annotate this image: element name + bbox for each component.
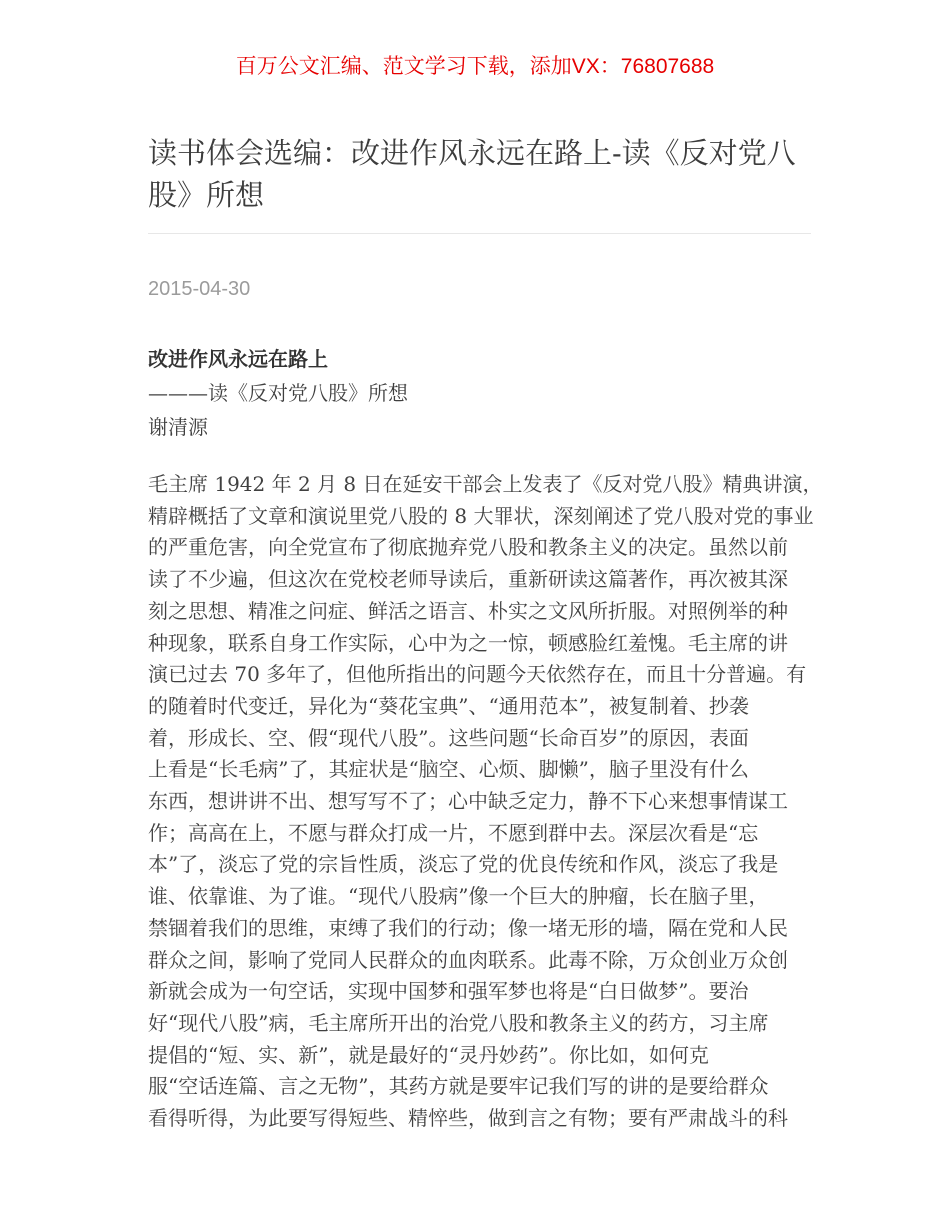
body-line: 作；高高在上，不愿与群众打成一片，不愿到群中去。深层次看是“忘 [148,820,759,845]
body-line: 的严重危害，向全党宣布了彻底抛弃党八股和教条主义的决定。虽然以前 [148,535,788,560]
body-line: 演已过去 70 多年了，但他所指出的问题今天依然存在，而且十分普遍。有 [148,662,807,687]
body-line: 着，形成长、空、假“现代八股”。这些问题“长命百岁”的原因，表面 [148,725,749,750]
body-line: 服“空话连篇、言之无物”，其药方就是要牢记我们写的讲的是要给群众 [148,1074,769,1099]
body-line: 刻之思想、精准之问症、鲜活之语言、朴实之文风所折服。对照例举的种 [148,598,788,623]
body-line: 上看是“长毛病”了，其症状是“脑空、心烦、脚懒”，脑子里没有什么 [148,757,749,782]
body-line: 禁锢着我们的思维，束缚了我们的行动；像一堵无形的墙，隔在党和人民 [148,915,788,940]
body-line: 提倡的“短、实、新”，就是最好的“灵丹妙药”。你比如，如何克 [148,1042,709,1067]
promo-banner-text: 百万公文汇编、范文学习下载，添加VX：76807688 [235,55,715,78]
body-line: 好“现代八股”病，毛主席所开出的治党八股和教条主义的药方，习主席 [148,1010,769,1035]
body-line: 新就会成为一句空话，实现中国梦和强军梦也将是“白日做梦”。要治 [148,979,749,1004]
body-line: 看得听得，为此要写得短些、精悴些，做到言之有物；要有严肃战斗的科 [148,1106,788,1131]
body-line: 群众之间，影响了党同人民群众的血肉联系。此毒不除，万众创业万众创 [148,947,788,972]
body-line: 种现象，联系自身工作实际，心中为之一惊，顿感脸红羞愧。毛主席的讲 [148,630,788,655]
essay-heading: 改进作风永远在路上 [148,347,328,371]
title-divider [148,233,811,234]
body-line: 本”了，淡忘了党的宗旨性质，淡忘了党的优良传统和作风，淡忘了我是 [148,852,779,877]
article-title: 读书体会选编：改进作风永远在路上-读《反对党八股》所想 [148,138,796,212]
body-line: 东西，想讲讲不出、想写写不了；心中缺乏定力，静不下心来想事情谋工 [148,789,788,814]
body-line: 毛主席 1942 年 2 月 8 日在延安干部会上发表了《反对党八股》精典讲演， [148,472,823,496]
essay-body [148,469,823,1135]
article-date: 2015-04-30 [148,278,251,300]
body-line: 谁、依靠谁、为了谁。“现代八股病”像一个巨大的肿瘤，长在脑子里， [148,884,769,909]
body-line: 读了不少遍，但这次在党校老师导读后，重新研读这篇著作，再次被其深 [148,567,788,592]
body-line: 的随着时代变迁，异化为“葵花宝典”、“通用范本”，被复制着、抄袭 [148,693,749,718]
article-container [148,133,823,1135]
essay-author: 谢清源 [148,415,208,439]
essay-subtitle: ———读《反对党八股》所想 [148,381,408,405]
essay-header-block [148,342,811,444]
body-line: 精辟概括了文章和演说里党八股的 8 大罪状，深刻阐述了党八股对党的事业 [148,503,814,528]
